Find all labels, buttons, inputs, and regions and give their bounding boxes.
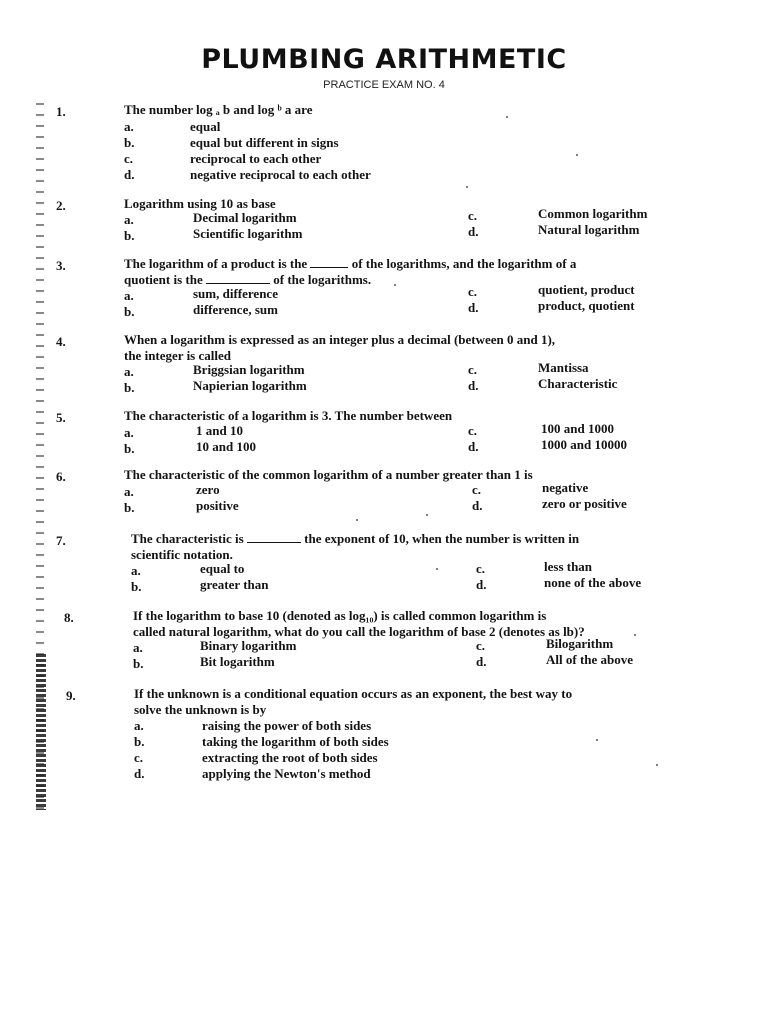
option-letter: c. — [134, 750, 144, 765]
option-letter: c. — [468, 284, 478, 299]
option-text: none of the above — [544, 575, 642, 590]
question-stem: The characteristic of a logarithm is 3. The number between — [124, 408, 453, 423]
option-letter: a. — [124, 364, 134, 379]
option-text: less than — [544, 559, 593, 574]
page-subtitle: PRACTICE EXAM NO. 4 — [323, 79, 445, 91]
option-letter: c. — [468, 423, 478, 438]
scan-speck — [466, 186, 468, 188]
question-stem — [131, 531, 721, 563]
question-number: 8. — [64, 610, 74, 625]
option-text: product, quotient — [538, 298, 635, 313]
option-text: All of the above — [546, 652, 634, 667]
scan-speck — [656, 764, 658, 766]
scan-speck — [394, 284, 396, 286]
option-text: Common logarithm — [538, 206, 648, 221]
question-number: 5. — [56, 410, 66, 425]
question-stem — [124, 332, 714, 364]
option-letter: b. — [133, 656, 144, 671]
option-text: 10 and 100 — [196, 439, 256, 454]
answer-blank — [206, 283, 270, 284]
stem-text: of the logarithms. — [273, 272, 372, 287]
option-text: negative reciprocal to each other — [190, 167, 371, 182]
option-text: Natural logarithm — [538, 222, 640, 237]
option-letter: b. — [134, 734, 145, 749]
stem-text: the exponent of 10, when the number is written in — [304, 531, 580, 546]
option-text: equal but different in signs — [190, 135, 339, 150]
option-text: difference, sum — [193, 302, 278, 317]
question-number: 4. — [56, 334, 66, 349]
option-letter: c. — [476, 638, 486, 653]
question-number: 3. — [56, 258, 66, 273]
option-text: Decimal logarithm — [193, 210, 297, 225]
scan-speck — [576, 154, 578, 156]
option-text: negative — [542, 480, 589, 495]
option-letter: a. — [124, 288, 134, 303]
option-letter: d. — [124, 167, 135, 182]
option-text: zero — [196, 482, 220, 497]
option-text: 1000 and 10000 — [541, 437, 627, 452]
option-letter: d. — [468, 439, 479, 454]
question-stem: The characteristic of the common logarithm of a number greater than 1 is — [124, 467, 533, 482]
option-letter: a. — [124, 425, 134, 440]
scan-speck — [356, 519, 358, 521]
option-letter: a. — [124, 212, 134, 227]
option-text: positive — [196, 498, 239, 513]
stem-text: quotient is the — [124, 272, 203, 287]
option-letter: d. — [468, 300, 479, 315]
option-letter: d. — [468, 378, 479, 393]
option-text: Mantissa — [538, 360, 589, 375]
question-number: 6. — [56, 469, 66, 484]
option-letter: d. — [476, 654, 487, 669]
option-text: taking the logarithm of both sides — [202, 734, 389, 749]
stem-text: The characteristic is — [131, 531, 244, 546]
option-letter: d. — [134, 766, 145, 781]
stem-text: scientific notation. — [131, 547, 233, 562]
question-number: 9. — [66, 688, 76, 703]
stem-text: If the unknown is a conditional equation occurs as an exponent, the best way to — [134, 686, 573, 701]
stem-text: When a logarithm is expressed as an integer plus a decimal (between 0 and 1), — [124, 332, 556, 347]
option-text: sum, difference — [193, 286, 278, 301]
option-letter: a. — [131, 563, 141, 578]
option-letter: c. — [468, 362, 478, 377]
scan-speck — [506, 116, 508, 118]
question-number: 2. — [56, 198, 66, 213]
option-text: Bilogarithm — [546, 636, 614, 651]
scanned-exam-sheet — [36, 94, 730, 810]
page-title: PLUMBING ARITHMETIC — [201, 44, 567, 75]
option-letter: a. — [124, 119, 134, 134]
scan-speck — [634, 634, 636, 636]
option-text: Bit logarithm — [200, 654, 275, 669]
option-text: Binary logarithm — [200, 638, 297, 653]
option-letter: b. — [124, 500, 135, 515]
option-letter: b. — [124, 304, 135, 319]
option-letter: d. — [476, 577, 487, 592]
option-text: Napierian logarithm — [193, 378, 307, 393]
option-text: equal to — [200, 561, 245, 576]
question-stem — [134, 686, 724, 718]
option-text: Characteristic — [538, 376, 618, 391]
stem-text: solve the unknown is by — [134, 702, 267, 717]
question-stem: The number log ₐ b and log ᵇ a are — [124, 102, 313, 117]
option-text: equal — [190, 119, 221, 134]
stem-text: the integer is called — [124, 348, 231, 363]
scan-speck — [436, 568, 438, 570]
answer-blank — [310, 267, 348, 268]
option-text: extracting the root of both sides — [202, 750, 378, 765]
scan-edge-mark — [36, 654, 46, 810]
option-text: Briggsian logarithm — [193, 362, 305, 377]
option-letter: d. — [468, 224, 479, 239]
option-text: Scientific logarithm — [193, 226, 303, 241]
option-text: raising the power of both sides — [202, 718, 372, 733]
option-letter: d. — [472, 498, 483, 513]
scan-speck — [426, 514, 428, 516]
option-text: zero or positive — [542, 496, 627, 511]
stem-text: of the logarithms, and the logarithm of a — [351, 256, 577, 271]
option-letter: c. — [472, 482, 482, 497]
option-letter: b. — [124, 135, 135, 150]
option-text: reciprocal to each other — [190, 151, 322, 166]
stem-text: called natural logarithm, what do you call the logarithm of base 2 (denotes as lb)? — [133, 624, 585, 639]
stem-text: If the logarithm to base 10 (denoted as log₁₀) is called common logarithm is — [133, 608, 547, 623]
option-letter: c. — [124, 151, 134, 166]
option-text: greater than — [200, 577, 269, 592]
stem-text: The logarithm of a product is the — [124, 256, 308, 271]
option-letter: a. — [124, 484, 134, 499]
option-letter: a. — [133, 640, 143, 655]
option-letter: c. — [468, 208, 478, 223]
option-letter: b. — [124, 380, 135, 395]
option-letter: a. — [134, 718, 144, 733]
option-text: applying the Newton's method — [202, 766, 371, 781]
scan-speck — [596, 739, 598, 741]
question-number: 1. — [56, 104, 66, 119]
option-letter: c. — [476, 561, 486, 576]
question-stem: Logarithm using 10 as base — [124, 196, 276, 211]
answer-blank — [247, 542, 301, 543]
question-number: 7. — [56, 533, 66, 548]
option-letter: b. — [124, 441, 135, 456]
option-letter: b. — [124, 228, 135, 243]
option-text: quotient, product — [538, 282, 635, 297]
option-text: 100 and 1000 — [541, 421, 614, 436]
option-text: 1 and 10 — [196, 423, 243, 438]
option-letter: b. — [131, 579, 142, 594]
